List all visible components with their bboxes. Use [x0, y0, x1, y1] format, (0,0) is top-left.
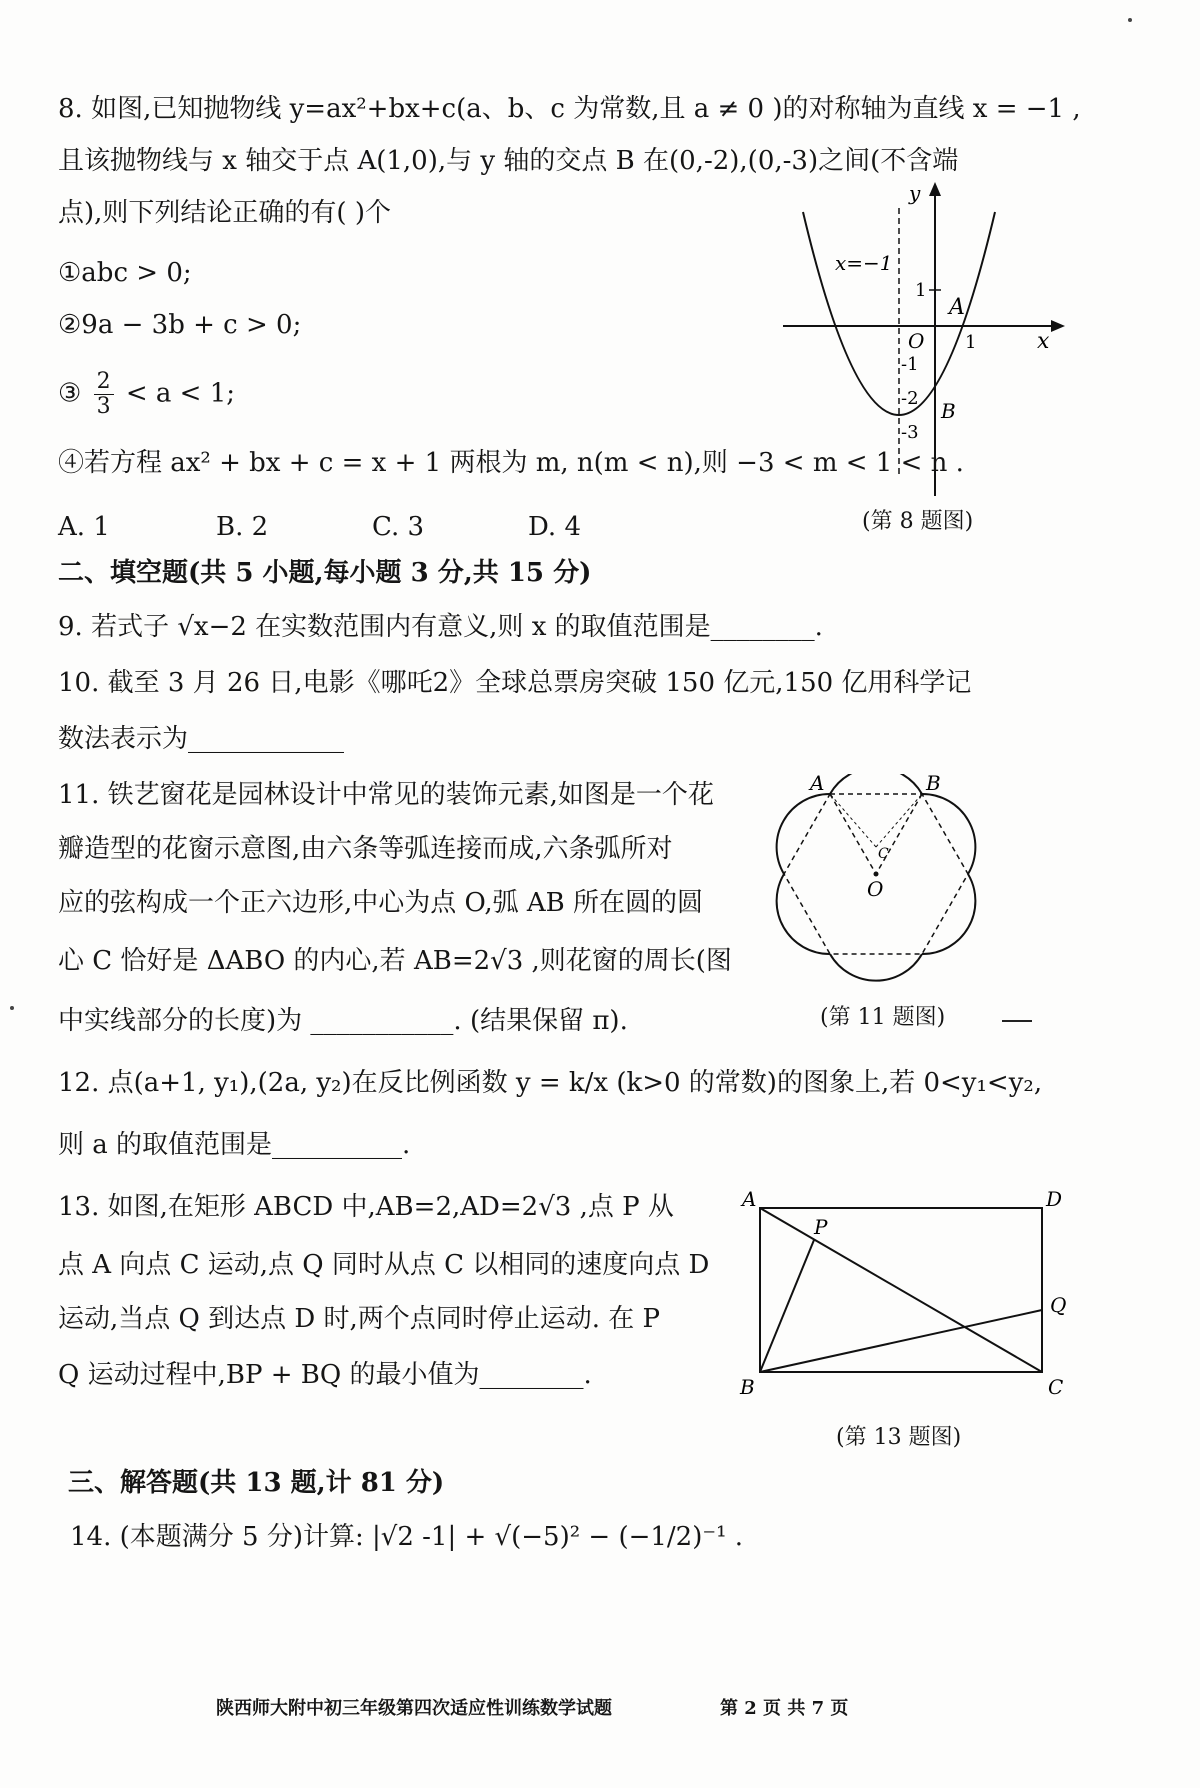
label-c: C — [878, 846, 889, 862]
petal-arc-ef — [777, 874, 830, 954]
q8-line-2: 且该抛物线与 x 轴交于点 A(1,0),与 y 轴的交点 B 在(0,-2),(0,-3)之间(不含端 — [58, 146, 959, 176]
label-b: B — [740, 1375, 755, 1399]
q11-line-3: 应的弦构成一个正六边形,中心为点 O,弧 AB 所在圆的圆 — [58, 888, 703, 918]
section-2-heading: 二、填空题(共 5 小题,每小题 3 分,共 15 分) — [58, 558, 592, 588]
label-a: A — [810, 774, 825, 795]
diagonal-ac — [760, 1208, 1042, 1372]
petal-arc-bc — [922, 794, 975, 874]
label-c: C — [1048, 1375, 1064, 1399]
q8-c3-label: ③ — [58, 378, 82, 409]
q13-line-3: 运动,当点 Q 到达点 D 时,两个点同时停止运动. 在 P — [58, 1304, 661, 1334]
label-a: A — [949, 295, 965, 320]
q8-c3-denominator: 3 — [96, 394, 111, 419]
segment-ca — [830, 794, 876, 847]
petal-arc-de — [830, 954, 922, 981]
q11-line-1: 11. 铁艺窗花是园林设计中常见的装饰元素,如图是一个花 — [58, 780, 714, 810]
q8-c3-rest: < a < 1; — [125, 378, 236, 409]
label-o: O — [867, 877, 884, 901]
label-neg2: -2 — [901, 388, 919, 409]
label-neg1: -1 — [901, 354, 919, 375]
y-axis-arrow — [929, 182, 941, 196]
q11-line-4: 心 C 恰好是 ΔABO 的内心,若 AB=2√3 ,则花窗的周长(图 — [58, 946, 732, 976]
segment-cb — [876, 794, 922, 847]
segment-bp — [760, 1240, 814, 1372]
label-1-x: 1 — [965, 332, 977, 353]
q9-text: 9. 若式子 √x−2 在实数范围内有意义,则 x 的取值范围是________. — [58, 612, 823, 642]
footer-title: 陕西师大附中初三年级第四次适应性训练数学试题 — [216, 1698, 612, 1719]
q8-conclusion-4: ④若方程 ax² + bx + c = x + 1 两根为 m, n(m < n),则 −3 < m < 1 < n . — [58, 448, 964, 478]
q10-line-1: 10. 截至 3 月 26 日,电影《哪吒2》全球总票房突破 150 亿元,150 亿用科学记 — [58, 668, 972, 698]
q12-line-1: 12. 点(a+1, y₁),(2a, y₂)在反比例函数 y = k/x (k>0 的常数)的图象上,若 0<y₁<y₂, — [58, 1068, 1043, 1098]
segment-bo — [876, 794, 922, 874]
label-neg3: -3 — [901, 422, 919, 443]
label-q: Q — [1050, 1293, 1067, 1317]
petal-arc-cd — [922, 874, 975, 954]
label-a: A — [742, 1187, 757, 1211]
q8-c3-fraction — [94, 370, 114, 419]
q10-line-2: 数法表示为____________ — [58, 724, 345, 754]
q8-conclusion-3 — [58, 370, 235, 419]
petal-arc-ab — [830, 774, 922, 794]
q8-option-d: D. 4 — [528, 512, 581, 542]
label-d: D — [1046, 1187, 1063, 1211]
q13-line-1: 13. 如图,在矩形 ABCD 中,AB=2,AD=2√3 ,点 P 从 — [58, 1192, 674, 1222]
q8-option-b: B. 2 — [216, 512, 269, 542]
segment-ao — [830, 794, 876, 874]
q8-conclusion-1: ①abc > 0; — [58, 258, 192, 288]
q12-line-2: 则 a 的取值范围是__________. — [58, 1130, 411, 1160]
label-p: P — [814, 1215, 828, 1239]
label-symmetry: x=−1 — [835, 251, 893, 275]
q14-text: 14. (本题满分 5 分)计算: |√2 -1| + √(−5)² − (−1/2)⁻¹ . — [70, 1522, 744, 1552]
label-y: y — [909, 181, 921, 205]
q11-figure-caption: (第 11 题图) — [820, 1005, 946, 1030]
q13-figure-caption: (第 13 题图) — [836, 1425, 962, 1450]
q13-line-2: 点 A 向点 C 运动,点 Q 同时从点 C 以相同的速度向点 D — [58, 1250, 710, 1280]
label-origin: O — [908, 329, 925, 353]
label-b: B — [941, 399, 956, 423]
label-b: B — [926, 774, 941, 795]
q13-rectangle-figure — [736, 1184, 1076, 1400]
footer-page-number: 第 2 页 共 7 页 — [720, 1698, 849, 1719]
q8-conclusion-2: ②9a − 3b + c > 0; — [58, 310, 302, 340]
label-x: x — [1037, 329, 1050, 354]
q8-line-1: 8. 如图,已知抛物线 y=ax²+bx+c(a、b、c 为常数,且 a ≠ 0 )的对称轴为直线 x = −1 , — [58, 94, 1081, 124]
scan-speck — [1128, 18, 1132, 22]
label-1-y: 1 — [915, 280, 927, 301]
q11-window-figure — [766, 774, 986, 996]
q8-option-c: C. 3 — [372, 512, 425, 542]
q11-line-2: 瓣造型的花窗示意图,由六条等弧连接而成,六条弧所对 — [58, 834, 673, 864]
petal-arc-fa — [777, 794, 830, 874]
scan-speck — [10, 1006, 14, 1010]
q8-figure-caption: (第 8 题图) — [862, 509, 974, 534]
q8-c3-numerator: 2 — [94, 370, 114, 395]
q11-line-5: 中实线部分的长度)为 ___________. (结果保留 π). — [58, 1006, 628, 1036]
q13-line-4: Q 运动过程中,BP + BQ 的最小值为________. — [58, 1360, 592, 1390]
q8-line-3: 点),则下列结论正确的有( )个 — [58, 198, 391, 228]
section-3-heading: 三、解答题(共 13 题,计 81 分) — [68, 1468, 445, 1498]
q8-option-a: A. 1 — [58, 512, 110, 542]
segment-bq — [760, 1310, 1042, 1372]
margin-dash — [1002, 1020, 1032, 1022]
center-point-o — [874, 872, 879, 877]
x-axis-arrow — [1051, 320, 1065, 332]
q8-parabola-figure — [775, 178, 1075, 508]
